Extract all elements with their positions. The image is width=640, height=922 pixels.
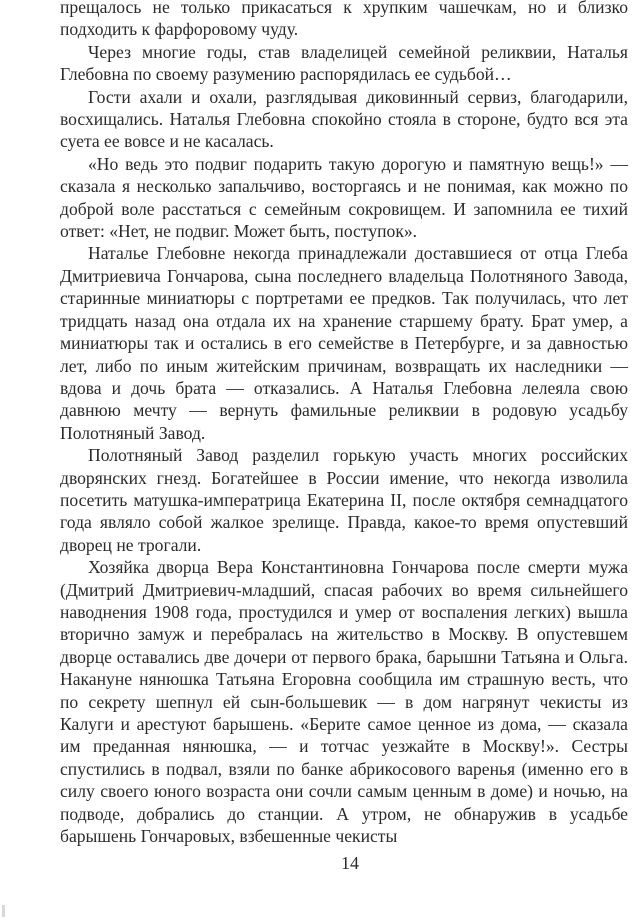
paragraph-7: Хозяйка дворца Вера Константиновна Гончарова после смерти мужа (Дмитрий Дмитриевич-младший, спасая рабочих во время сильнейшего наводнения 1908 года, простудился и умер от воспаления легких) вышла вторично замуж и перебралась на жительство в Москву. В опустевшем дворце оставались две дочери от первого брака, барышни Татьяна и Ольга. Накануне нянюшка Татьяна Егоровна сообщила им страшную весть, что по секрету шепнул ей сын-большевик — в дом нагрянут чекисты из Калуги и арестуют барышень. «Берите самое ценное из дома, — сказала им преданная нянюшка, — и тотчас уезжайте в Москву!». Сестры спустились в подвал, взяли по банке абрикосового варенья (именно его в силу своего юного возраста они сочли самым ценным в доме) и ночью, на подводе, добрались до станции. А утром, не обнаружив в усадьбе барышень Гончаровых, взбешенные чекисты <box>60 557 628 847</box>
paragraph-4: «Но ведь это подвиг подарить такую дорогую и памятную вещь!» — сказала я несколько запальчиво, восторгаясь и не понимая, как можно по доброй воле расстаться с семейным сокровищем. И запомнила ее тихий ответ: «Нет, не подвиг. Может быть, поступок». <box>60 153 628 242</box>
paragraph-3: Гости ахали и охали, разглядывая диковинный сервиз, благодарили, восхищались. Наталья Глебовна спокойно стояла в стороне, будто вся эта суета ее вовсе и не касалась. <box>60 86 628 152</box>
page-number: 14 <box>341 853 359 873</box>
paragraph-6: Полотняный Завод разделил горькую участь многих российских дворянских гнезд. Богатейшее в России имение, что некогда изволила посетить матушка-императрица Екатерина II, после октября семнадцатого года являло собой жалкое зрелище. Правда, какое-то время опустевший дворец не трогали. <box>60 445 628 555</box>
scan-edge-mark <box>2 905 5 917</box>
body-text <box>60 0 628 847</box>
paragraph-1: прещалось не только прикасаться к хрупким чашечкам, но и близко подходить к фарфоровому чуду. <box>60 0 628 40</box>
paragraph-5: Наталье Глебовне некогда принадлежали доставшиеся от отца Глеба Дмитриевича Гончарова, сына последнего владельца Полотняного Завода, старинные миниатюры с портретами ее предков. Так получилась, что лет тридцать назад она отдала их на хранение старшему брату. Брат умер, а миниатюры так и остались в его семействе в Петербурге, и за давностью лет, либо по иным житейским причинам, возвращать их наследники — вдова и дочь брата — отказались. А Наталья Глебовна лелеяла свою давнюю мечту — вернуть фамильные реликвии в родовую усадьбу Полотняный Завод. <box>60 243 628 443</box>
paragraph-2: Через многие годы, став владелицей семейной реликвии, Наталья Глебовна по своему разумению распорядилась ее судьбой… <box>60 41 628 85</box>
